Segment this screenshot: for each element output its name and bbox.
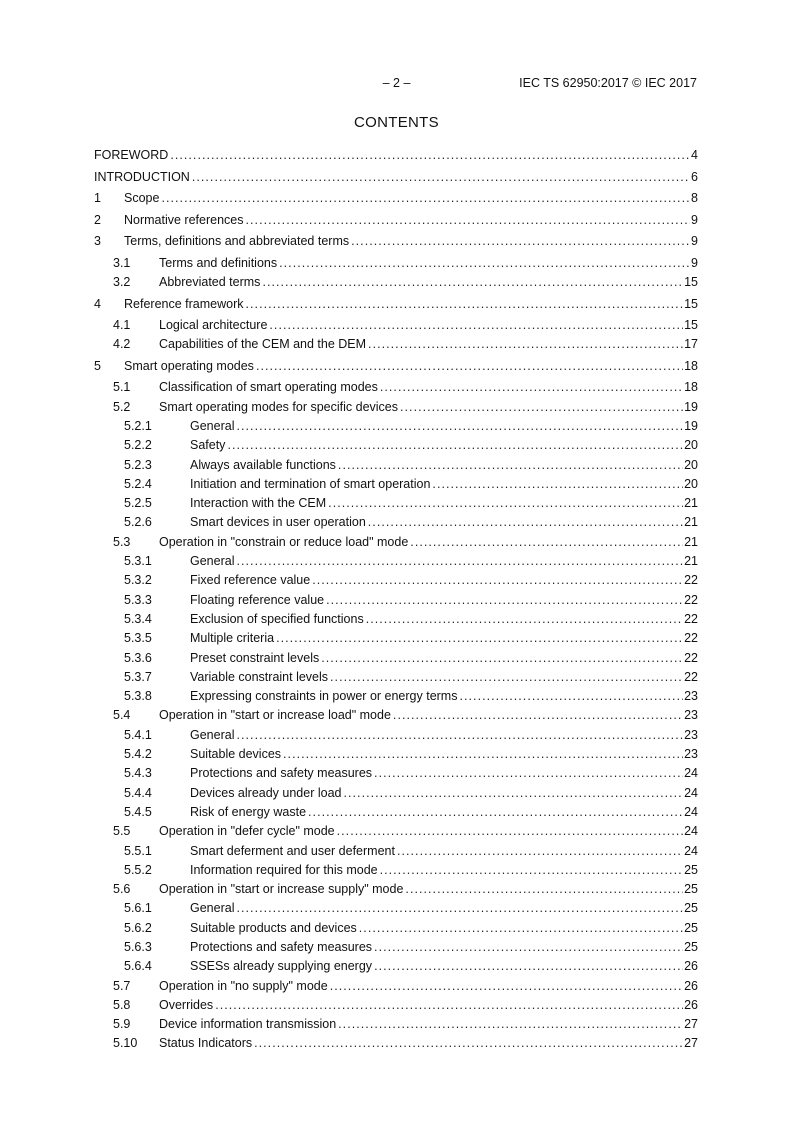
toc-entry-page: 4 [691, 148, 698, 163]
toc-entry[interactable] [94, 974, 698, 993]
toc-entry-page: 15 [684, 275, 698, 290]
page-number: – 2 – [382, 76, 411, 90]
toc-entry-number: 5.3.3 [124, 592, 152, 607]
toc-entry-page: 25 [684, 862, 698, 877]
toc-entry-page: 20 [684, 476, 698, 491]
toc-entry-page: 25 [684, 901, 698, 916]
dot-leader [283, 747, 683, 762]
toc-entry-page: 27 [684, 1017, 698, 1032]
toc-entry-title: Preset constraint levels [190, 650, 320, 665]
toc-entry-page: 24 [684, 804, 698, 819]
dot-leader [269, 318, 683, 333]
toc-entry[interactable] [94, 897, 698, 916]
toc-entry[interactable] [94, 228, 698, 250]
toc-entry-page: 26 [684, 959, 698, 974]
toc-entry-page: 21 [684, 554, 698, 569]
toc-entry[interactable] [94, 453, 698, 472]
dot-leader [321, 651, 683, 666]
toc-entry-page: 23 [684, 689, 698, 704]
toc-entry-title: Terms, definitions and abbreviated terms [124, 234, 350, 249]
toc-entry-page: 21 [684, 515, 698, 530]
toc-entry-title: Capabilities of the CEM and the DEM [159, 337, 367, 352]
toc-entry-number: 5.8 [113, 997, 131, 1012]
toc-entry-title: Device information transmission [159, 1017, 337, 1032]
dot-leader [326, 593, 683, 608]
toc-entry-title: Exclusion of specified functions [190, 611, 364, 626]
toc-entry-title: Reference framework [124, 296, 244, 311]
toc-entry[interactable] [94, 249, 698, 271]
toc-entry-page: 25 [684, 882, 698, 897]
toc-entry-number: 5.2.4 [124, 476, 152, 491]
toc-entry[interactable] [94, 511, 698, 530]
dot-leader [236, 419, 683, 434]
toc-entry-number: 4.1 [113, 318, 131, 333]
toc-entry-number: 5.5 [113, 824, 131, 839]
toc-entry-title: Operation in "constrain or reduce load" mode [159, 534, 409, 549]
toc-entry-title: Normative references [124, 212, 244, 227]
toc-entry-title: Always available functions [190, 457, 336, 472]
toc-entry-number: 5.6.3 [124, 940, 152, 954]
toc-entry-number: 4.2 [113, 337, 131, 352]
toc-entry-title: Fixed reference value [190, 573, 311, 588]
toc-entry-page: 21 [684, 496, 698, 511]
toc-entry-number: 5.6.4 [124, 959, 152, 974]
toc-entry-number: 5.3 [113, 534, 131, 549]
dot-leader [236, 554, 683, 569]
toc-entry-number: 5.5.2 [124, 862, 152, 877]
toc-entry[interactable] [94, 530, 698, 549]
toc-entry-title: Logical architecture [159, 318, 268, 333]
toc-entry-title: General [190, 418, 235, 433]
toc-entry-page: 26 [684, 997, 698, 1012]
table-of-contents [94, 144, 698, 1051]
dot-leader [328, 496, 683, 511]
toc-entry[interactable] [94, 588, 698, 607]
toc-entry[interactable] [94, 781, 698, 800]
toc-entry-page: 26 [684, 978, 698, 993]
toc-entry-title: Information required for this mode [190, 862, 378, 877]
toc-entry[interactable] [94, 685, 698, 704]
toc-entry-title: Initiation and termination of smart operation [190, 476, 431, 491]
toc-entry-number: 5.4.1 [124, 727, 152, 742]
dot-leader [380, 380, 683, 395]
toc-entry[interactable] [94, 569, 698, 588]
dot-leader [397, 844, 683, 859]
dot-leader [337, 824, 683, 839]
dot-leader [330, 670, 683, 685]
dot-leader [338, 1017, 683, 1032]
toc-entry-page: 24 [684, 843, 698, 858]
toc-entry[interactable] [94, 878, 698, 897]
toc-entry[interactable] [94, 550, 698, 569]
toc-entry-title: INTRODUCTION [94, 169, 190, 184]
toc-entry-title: Floating reference value [190, 592, 325, 607]
dot-leader [256, 359, 683, 374]
toc-entry-title: FOREWORD [94, 148, 169, 163]
toc-entry-number: 5.2.2 [124, 438, 152, 453]
toc-entry-page: 9 [691, 255, 698, 270]
toc-entry[interactable] [94, 704, 698, 723]
dot-leader [374, 766, 683, 781]
dot-leader [312, 573, 683, 588]
toc-entry-page: 19 [684, 399, 698, 414]
toc-entry[interactable] [94, 492, 698, 511]
toc-entry[interactable] [94, 185, 698, 207]
toc-entry-page: 22 [684, 650, 698, 665]
dot-leader [236, 728, 683, 743]
toc-entry-page: 25 [684, 920, 698, 935]
toc-entry-number: 4 [94, 296, 101, 311]
toc-entry[interactable] [94, 916, 698, 935]
toc-entry-page: 23 [684, 708, 698, 723]
toc-entry-page: 22 [684, 592, 698, 607]
toc-entry[interactable] [94, 1013, 698, 1032]
toc-entry-page: 24 [684, 785, 698, 800]
toc-entry-page: 22 [684, 631, 698, 646]
dot-leader [400, 400, 683, 415]
toc-entry-number: 5.2.1 [124, 418, 152, 433]
toc-entry-number: 3 [94, 234, 101, 249]
dot-leader [308, 805, 683, 820]
toc-entry[interactable] [94, 352, 698, 374]
toc-entry-page: 9 [691, 212, 698, 227]
toc-entry[interactable] [94, 333, 698, 352]
toc-entry[interactable] [94, 206, 698, 228]
toc-entry-number: 5.9 [113, 1017, 131, 1032]
toc-entry-number: 5.6 [113, 882, 131, 897]
dot-leader [410, 535, 683, 550]
toc-entry-number: 5.7 [113, 978, 131, 993]
toc-entry[interactable] [94, 666, 698, 685]
dot-leader [215, 998, 683, 1013]
toc-entry-number: 3.1 [113, 255, 131, 270]
toc-entry-number: 5.4.4 [124, 785, 152, 800]
toc-entry-number: 5.1 [113, 380, 131, 395]
toc-entry-number: 5.4.2 [124, 747, 152, 762]
toc-entry-number: 5 [94, 358, 101, 373]
toc-entry-page: 24 [684, 766, 698, 781]
toc-entry-number: 5.6.2 [124, 920, 152, 935]
toc-entry[interactable] [94, 163, 698, 185]
toc-entry-title: Protections and safety measures [190, 940, 373, 954]
toc-entry[interactable] [94, 801, 698, 820]
toc-entry[interactable] [94, 271, 698, 290]
toc-entry-number: 5.3.5 [124, 631, 152, 646]
toc-entry[interactable] [94, 723, 698, 742]
toc-entry-title: Smart operating modes for specific devices [159, 399, 398, 414]
toc-entry-number: 5.6.1 [124, 901, 152, 916]
toc-entry-page: 15 [684, 318, 698, 333]
toc-entry-page: 24 [684, 824, 698, 839]
toc-entry[interactable] [94, 1032, 698, 1051]
toc-entry-page: 21 [684, 534, 698, 549]
toc-entry-number: 5.3.1 [124, 554, 152, 569]
dot-leader [366, 612, 683, 627]
toc-entry-number: 2 [94, 212, 101, 227]
toc-entry-title: Expressing constraints in power or energy terms [190, 689, 458, 704]
dot-leader [161, 191, 690, 206]
toc-entry-page: 8 [691, 191, 698, 206]
toc-entry-title: Multiple criteria [190, 631, 275, 646]
toc-entry[interactable] [94, 290, 698, 312]
dot-leader [368, 515, 683, 530]
toc-entry[interactable] [94, 820, 698, 839]
dot-leader [374, 940, 683, 955]
toc-entry[interactable] [94, 374, 698, 396]
dot-leader [405, 882, 683, 897]
toc-entry-title: Variable constraint levels [190, 669, 329, 684]
toc-entry-title: Scope [124, 191, 160, 206]
toc-entry-number: 5.4.3 [124, 766, 152, 781]
toc-entry-page: 6 [691, 169, 698, 184]
toc-entry[interactable] [94, 743, 698, 762]
toc-entry-title: Devices already under load [190, 785, 342, 800]
dot-leader [192, 170, 690, 185]
page-header [0, 76, 793, 92]
toc-entry-page: 22 [684, 669, 698, 684]
toc-entry-title: Status Indicators [159, 1036, 253, 1051]
toc-entry-number: 5.4.5 [124, 804, 152, 819]
dot-leader [393, 708, 683, 723]
toc-entry[interactable] [94, 762, 698, 781]
dot-leader [459, 689, 683, 704]
toc-entry-number: 5.3.7 [124, 669, 152, 684]
dot-leader [359, 921, 683, 936]
toc-entry[interactable] [94, 473, 698, 492]
toc-entry-page: 18 [684, 380, 698, 395]
toc-entry[interactable] [94, 859, 698, 878]
toc-entry-title: Classification of smart operating modes [159, 380, 378, 395]
dot-leader [262, 275, 683, 290]
toc-entry-title: Smart deferment and user deferment [190, 843, 395, 858]
toc-entry[interactable] [94, 955, 698, 974]
toc-entry-title: Safety [190, 438, 226, 453]
toc-entry-page: 25 [684, 940, 698, 954]
toc-entry[interactable] [94, 608, 698, 627]
toc-entry-title: Operation in "no supply" mode [159, 978, 328, 993]
dot-leader [246, 213, 691, 228]
dot-leader [254, 1036, 683, 1051]
toc-entry-number: 5.3.4 [124, 611, 152, 626]
toc-entry-title: General [190, 901, 235, 916]
dot-leader [338, 458, 683, 473]
toc-entry-number: 1 [94, 191, 101, 206]
toc-entry-number: 5.3.6 [124, 650, 152, 665]
toc-entry[interactable] [94, 395, 698, 414]
toc-entry-page: 22 [684, 611, 698, 626]
dot-leader [432, 477, 683, 492]
toc-entry-page: 17 [684, 337, 698, 352]
toc-entry[interactable] [94, 312, 698, 334]
toc-entry-title: Interaction with the CEM [190, 496, 327, 511]
toc-entry-title: SSESs already supplying energy [190, 959, 373, 974]
toc-entry[interactable] [94, 839, 698, 858]
toc-entry-page: 9 [691, 234, 698, 249]
toc-entry[interactable] [94, 144, 698, 163]
page-title: CONTENTS [354, 114, 439, 131]
toc-entry-number: 5.5.1 [124, 843, 152, 858]
toc-entry-page: 20 [684, 438, 698, 453]
toc-entry-page: 27 [684, 1036, 698, 1051]
toc-entry-title: Operation in "start or increase supply" mode [159, 882, 404, 897]
toc-entry-title: Overrides [159, 997, 214, 1012]
document-reference: IEC TS 62950:2017 © IEC 2017 [519, 76, 697, 90]
dot-leader [170, 148, 690, 163]
toc-entry-number: 5.2 [113, 399, 131, 414]
toc-entry-number: 5.3.2 [124, 573, 152, 588]
toc-entry-title: Suitable products and devices [190, 920, 357, 935]
toc-entry-page: 23 [684, 727, 698, 742]
toc-entry-number: 5.3.8 [124, 689, 152, 704]
toc-entry-number: 5.4 [113, 708, 131, 723]
toc-entry[interactable] [94, 415, 698, 434]
dot-leader [380, 863, 684, 878]
toc-entry-title: Suitable devices [190, 747, 282, 762]
toc-entry-title: Protections and safety measures [190, 766, 373, 781]
dot-leader [227, 438, 683, 453]
toc-entry[interactable] [94, 936, 698, 955]
toc-entry[interactable] [94, 994, 698, 1013]
toc-entry-title: Terms and definitions [159, 255, 278, 270]
toc-entry-page: 18 [684, 358, 698, 373]
toc-entry[interactable] [94, 627, 698, 646]
toc-entry-page: 22 [684, 573, 698, 588]
toc-entry-title: General [190, 554, 235, 569]
toc-entry[interactable] [94, 434, 698, 453]
toc-entry[interactable] [94, 646, 698, 665]
dot-leader [276, 631, 683, 646]
toc-entry-number: 3.2 [113, 275, 131, 290]
toc-entry-number: 5.2.3 [124, 457, 152, 472]
toc-entry-number: 5.2.5 [124, 496, 152, 511]
dot-leader [246, 297, 684, 312]
toc-entry-title: Operation in "start or increase load" mode [159, 708, 391, 723]
dot-leader [374, 959, 683, 974]
toc-entry-title: Abbreviated terms [159, 275, 261, 290]
toc-entry-number: 5.10 [113, 1036, 138, 1051]
dot-leader [279, 256, 690, 271]
toc-entry-page: 19 [684, 418, 698, 433]
dot-leader [368, 337, 683, 352]
dot-leader [351, 234, 690, 249]
dot-leader [343, 786, 683, 801]
toc-entry-title: Smart devices in user operation [190, 515, 366, 530]
dot-leader [330, 979, 683, 994]
toc-entry-title: Risk of energy waste [190, 804, 307, 819]
toc-entry-title: Operation in "defer cycle" mode [159, 824, 335, 839]
toc-entry-number: 5.2.6 [124, 515, 152, 530]
toc-entry-page: 20 [684, 457, 698, 472]
dot-leader [236, 901, 683, 916]
toc-entry-title: General [190, 727, 235, 742]
toc-entry-page: 15 [684, 296, 698, 311]
toc-entry-page: 23 [684, 747, 698, 762]
toc-entry-title: Smart operating modes [124, 358, 254, 373]
